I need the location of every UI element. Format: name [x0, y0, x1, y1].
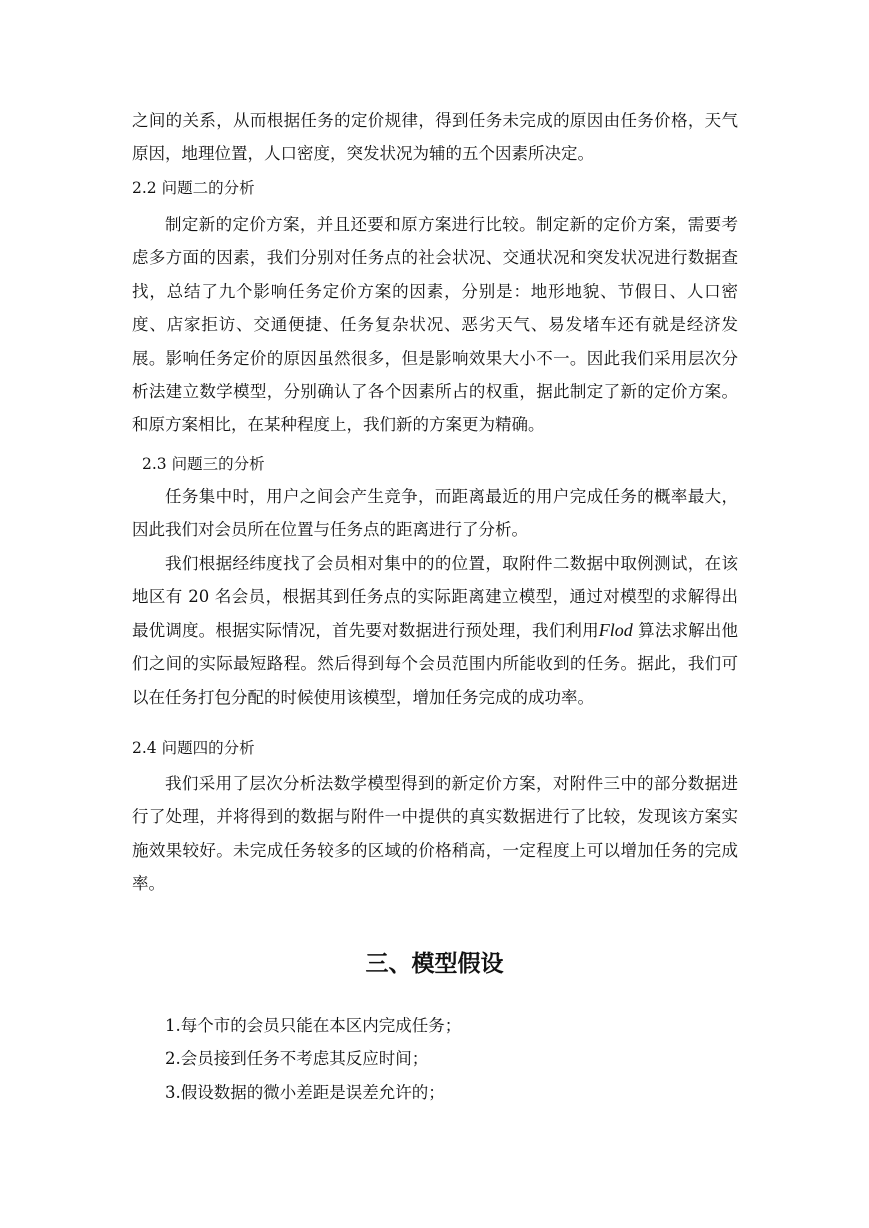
flod-math: Flod — [598, 619, 633, 640]
paragraph-2-3-b — [132, 547, 738, 714]
paragraph-2-4: 我们采用了层次分析法数学模型得到的新定价方案，对附件三中的部分数据进行了处理，并将得到的数据与附件一中提供的真实数据进行了比较，发现该方案实施效果较好。未完成任务较多的区域的价格稍高，一定程度上可以增加任务的完成率。 — [132, 774, 738, 894]
heading-2-2: 2.2 问题二的分析 — [132, 179, 255, 197]
assumption-item-2: 2.会员接到任务不考虑其反应时间； — [165, 1049, 429, 1068]
assumption-item-1: 1.每个市的会员只能在本区内完成任务； — [165, 1016, 462, 1035]
paragraph-2-3-b-pre: 我们根据经纬度找了会员相对集中的的位置，取附件二数据中取例测试，在该地区有 20 名会员，根据其到任务点的实际距离建立模型，通过对模型的求解得出最优调度。根据实际情况，首先要对数据进行预处理，我们利用 — [132, 554, 738, 640]
heading-2-3: 2.3 问题三的分析 — [142, 455, 265, 473]
paragraph-2-2: 制定新的定价方案，并且还要和原方案进行比较。制定新的定价方案，需要考虑多方面的因素，我们分别对任务点的社会状况、交通状况和突发状况进行数据查找，总结了九个影响任务定价方案的因素，分别是：地形地貌、节假日、人口密度、店家拒访、交通便捷、任务复杂状况、恶劣天气、易发堵车还有就是经济发展。影响任务定价的原因虽然很多，但是影响效果大小不一。因此我们采用层次分析法建立数学模型，分别确认了各个因素所占的权重，据此制定了新的定价方案。和原方案相比，在某种程度上，我们新的方案更为精确。 — [132, 215, 738, 435]
intro-paragraph: 之间的关系，从而根据任务的定价规律，得到任务未完成的原因由任务价格，天气原因，地理位置，人口密度，突发状况为辅的五个因素所决定。 — [132, 111, 738, 164]
assumption-item-3: 3.假设数据的微小差距是误差允许的； — [165, 1083, 445, 1102]
heading-2-4: 2.4 问题四的分析 — [132, 739, 255, 757]
paragraph-2-3-b-post: 算法求解出他们之间的实际最短路程。然后得到每个会员范围内所能收到的任务。据此，我们可以在任务打包分配的时候使用该模型，增加任务完成的成功率。 — [132, 620, 739, 707]
paragraph-2-3-a: 任务集中时，用户之间会产生竞争，而距离最近的用户完成任务的概率最大，因此我们对会员所在位置与任务点的距离进行了分析。 — [132, 487, 738, 540]
section-title-model-assumptions: 三、模型假设 — [365, 951, 504, 977]
